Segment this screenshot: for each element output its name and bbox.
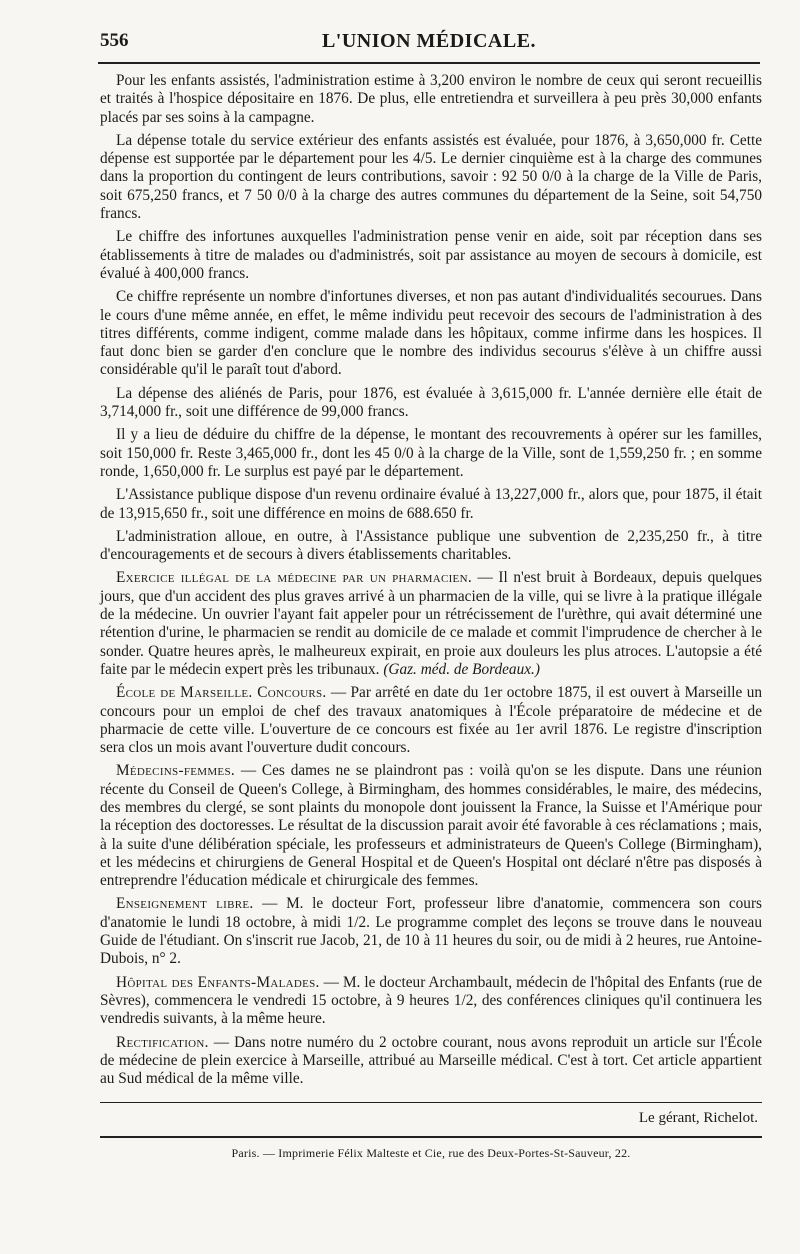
news-item bbox=[100, 762, 762, 890]
news-item bbox=[100, 974, 762, 1029]
paragraph: Le chiffre des infortunes auxquelles l'administration pense venir en aide, soit par réception dans ses établissements à titre de malades ou d'administrés, soit par assistance au moyen de secours à domicile, est évalué à 400,000 francs. bbox=[100, 228, 762, 282]
header-rule bbox=[98, 62, 760, 64]
news-item bbox=[100, 569, 762, 679]
article-body bbox=[100, 72, 762, 1162]
printer-imprint: Paris. — Imprimerie Félix Malteste et Cie, rue des Deux-Portes-St-Sauveur, 22. bbox=[231, 1145, 631, 1160]
paragraph: L'administration alloue, en outre, à l'Assistance publique une subvention de 2,235,250 fr., à titre d'encouragements et de secours à divers établissements charitables. bbox=[100, 527, 762, 564]
signature: Le gérant, Richelot. bbox=[638, 1110, 758, 1127]
news-heading: Exercice illégal de la médecine par un pharmacien. bbox=[116, 569, 472, 587]
news-item bbox=[100, 684, 762, 757]
news-item bbox=[100, 895, 762, 968]
paragraph: Pour les enfants assistés, l'administration estime à 3,200 environ le nombre de ceux qui seront recueillis et traités à l'hospice dépositaire en 1876. De plus, elle entretiendra et surveillera à peu près 30,000 enfants placés par ses soins à la campagne. bbox=[100, 72, 762, 126]
paragraph: La dépense des aliénés de Paris, pour 1876, est évaluée à 3,615,000 fr. L'année dernière elle était de 3,714,000 fr., soit une différence de 99,000 francs. bbox=[100, 384, 762, 421]
news-heading: Rectification. bbox=[116, 1033, 209, 1051]
paragraph: L'Assistance publique dispose d'un revenu ordinaire évalué à 13,227,000 fr., alors que, pour 1875, il était de 13,915,650 fr., soit une différence en moins de 688.650 fr. bbox=[100, 486, 762, 522]
news-text: — Dans notre numéro du 2 octobre courant, nous avons reproduit un article sur l'École de médecine de plein exercice à Marseille, attribué au Marseille médical. C'est à tort. Cet article appartient au Sud médical de la même ville. bbox=[100, 1033, 762, 1088]
page-header bbox=[98, 26, 760, 60]
news-item bbox=[100, 1034, 762, 1089]
news-text: — M. le docteur Fort, professeur libre d'anatomie, commencera son cours d'anatomie le lundi 18 octobre, à midi 1/2. Le programme complet des leçons se trouve dans le nouveau Guide de l'étudiant. On s'inscrit rue Jacob, 21, de 10 à 11 heures du soir, ou de midi à 2 heures, rue Antoine-Dubois, n° 2. bbox=[100, 895, 762, 968]
news-text: — Par arrêté en date du 1er octobre 1875, il est ouvert à Marseille un concours pour un emploi de chef des travaux anatomiques à l'École préparatoire de médecine et de pharmacie de cette ville. L'ouverture de ce concours est fixée au 1er avril 1876. Le registre d'inscription sera clos un mois avant l'ouverture dudit concours. bbox=[100, 684, 763, 757]
paragraph: Il y a lieu de déduire du chiffre de la dépense, le montant des recouvrements à opérer sur les familles, soit 150,000 fr. Reste 3,465,000 fr., dont les 45 0/0 à la charge de la Ville, sont de 1,559,250 fr. ; en somme ronde, 1,650,000 fr. Le surplus est payé par le département. bbox=[100, 426, 762, 480]
running-title: L'UNION MÉDICALE. bbox=[321, 30, 537, 52]
footer-rule bbox=[100, 1136, 762, 1138]
news-source: (Gaz. méd. de Bordeaux.) bbox=[383, 660, 540, 678]
news-text: — Ces dames ne se plaindront pas : voilà qu'on se les dispute. Dans une réunion récente du Conseil de Queen's College, à Birmingham, des hommes considérables, le maire, des médecins, des membres du clergé, se sont plaints du monopole dont jouissent la France, la Suisse et l'Amérique pour la réception des doctoresses. Le résultat de la discussion parait avoir été favorable à ces réclamations ; mais, à la suite d'une délibération spéciale, les professeurs et administrateurs de Queen's College (Birmingham), et les médecins et chirurgiens de General Hospital et de Queen's Hospital ont déclaré n'être pas disposés à entreprendre l'éducation médicale et chirurgicale des femmes. bbox=[100, 762, 762, 890]
news-heading: Enseignement libre. bbox=[116, 895, 254, 913]
page-number: 556 bbox=[100, 30, 129, 51]
news-text: — M. le docteur Archambault, médecin de l'hôpital des Enfants (rue de Sèvres), commencera le vendredi 15 octobre, à 9 heures 1/2, des conférences cliniques qu'il continuera les vendredis suivants, à la même heure. bbox=[100, 973, 762, 1028]
news-heading: Hôpital des Enfants-Malades. bbox=[116, 973, 320, 991]
news-text: — Il n'est bruit à Bordeaux, depuis quelques jours, que d'un accident des plus graves arrivé à un pharmacien de la ville, qui se livre à la pratique illégale de la médecine. Un ouvrier l'ayant fait appeler pour un rétrécissement de l'urèthre, qui avait déterminé une rétention d'urine, le pharmacien se rendit au domicile de ce malade et commit l'imprudence de chercher à le sonder. Quatre heures après, le malheureux expirait, en proie aux douleurs les plus atroces. L'autopsie a été faite par le médecin expert près les tribunaux. bbox=[100, 569, 762, 678]
signature-rule bbox=[100, 1102, 762, 1103]
paragraph: La dépense totale du service extérieur des enfants assistés est évaluée, pour 1876, à 3,650,000 fr. Cette dépense est supportée par le département pour les 4/5. Le dernier cinquième est à la charge des communes dans la proportion du contingent de leurs contributions, savoir : 92 50 0/0 à la charge de la Ville de Paris, soit 675,250 francs, et 7 50 0/0 à la charge des autres communes du département de la Seine, soit 54,750 francs. bbox=[100, 131, 762, 223]
paragraph: Ce chiffre représente un nombre d'infortunes diverses, et non pas autant d'individualités secourues. Dans le cours d'une même année, en effet, le même individu peut recevoir des secours de l'administration à des titres différents, comme indigent, comme malade dans les hôpitaux, comme infirme dans les hospices. Il faut donc bien se garder d'en conclure que le nombre des individus secourus s'élève à un chiffre aussi considérable qu'il le paraît tout d'abord. bbox=[100, 288, 762, 379]
news-heading: École de Marseille. Concours. bbox=[116, 684, 327, 702]
news-heading: Médecins-femmes. bbox=[116, 762, 235, 780]
